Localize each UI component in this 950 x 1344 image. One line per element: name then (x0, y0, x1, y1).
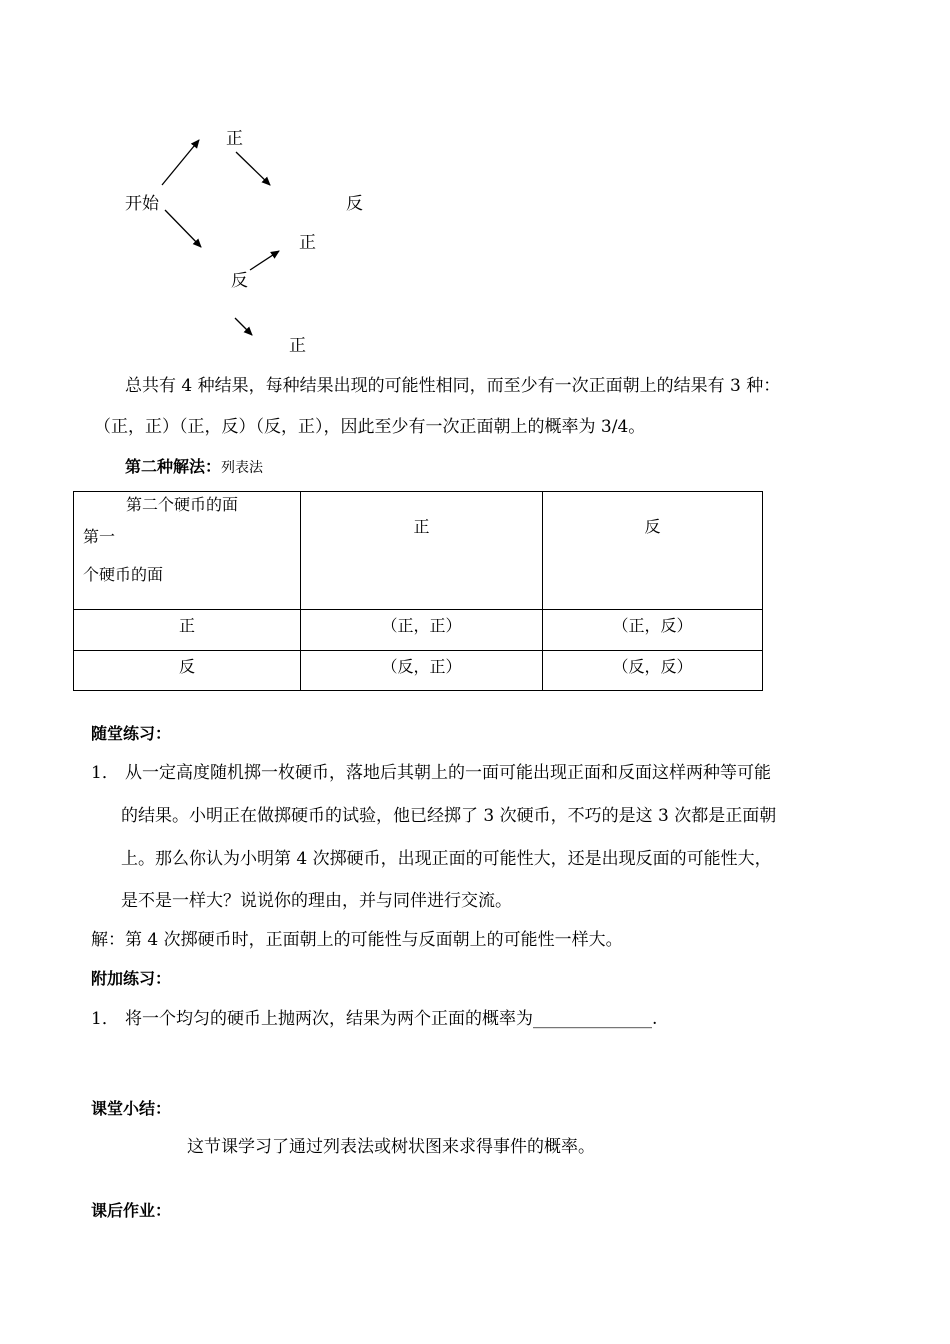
extra-question-number: 1． (91, 1009, 119, 1029)
practice-question-number: 1． (91, 763, 119, 783)
col-head-cell (543, 492, 763, 610)
table-row (74, 492, 763, 610)
tree-node-top-right: 反 (346, 194, 363, 214)
col-head-label: 正 (413, 517, 430, 536)
homework-heading: 课后作业： (91, 1201, 172, 1220)
tree-node-bottom-up: 正 (299, 233, 316, 253)
tree-node-top: 正 (226, 129, 243, 149)
arrow-bottom-to-up (250, 251, 279, 270)
arrow-start-to-bottom (165, 210, 201, 247)
row-head-cell (74, 610, 301, 651)
practice-question-line-4: 是不是一样大？说说你的理由，并与同伴进行交流。 (121, 891, 512, 911)
class-summary-heading: 课堂小结： (91, 1099, 172, 1118)
table-cell-value: （正，正） (381, 616, 462, 635)
table-row (74, 651, 763, 691)
row-head-label: 反 (178, 657, 195, 676)
practice-answer: 解：第 4 次掷硬币时，正面朝上的可能性与反面朝上的可能性一样大。 (91, 930, 623, 950)
corner-bottom-label: 个硬币的面 (83, 565, 164, 584)
corner-mid-label: 第一 (83, 527, 116, 546)
arrow-start-to-top (162, 140, 199, 185)
table-row (74, 610, 763, 651)
extra-heading: 附加练习： (91, 969, 172, 988)
row-head-label: 正 (178, 616, 195, 635)
table-cell (543, 610, 763, 651)
col-head-cell (301, 492, 543, 610)
practice-question-line-3: 上。那么你认为小明第 4 次掷硬币，出现正面的可能性大，还是出现反面的可能性大， (121, 849, 772, 869)
summary-line-2: （正，正）（正，反）（反，正），因此至少有一次正面朝上的概率为 3/4。 (94, 417, 646, 437)
arrow-top-to-right (236, 152, 270, 185)
table-cell (301, 610, 543, 651)
table-cell-value: （正，反） (612, 616, 693, 635)
row-head-cell (74, 651, 301, 691)
corner-top-label: 第二个硬币的面 (126, 495, 239, 514)
tree-node-bottom-down: 正 (289, 336, 306, 356)
practice-question-line-1: 从一定高度随机掷一枚硬币，落地后其朝上的一面可能出现正面和反面这样两种等可能 (125, 763, 771, 783)
tree-node-start: 开始 (125, 194, 159, 214)
method2-heading: 第二种解法： (125, 457, 222, 476)
table-cell-value: （反，正） (381, 657, 462, 676)
tree-node-bottom: 反 (231, 271, 248, 291)
table-corner-cell (74, 492, 301, 610)
col-head-label: 反 (644, 517, 661, 536)
extra-question: 将一个均匀的硬币上抛两次，结果为两个正面的概率为______________. (125, 1009, 658, 1029)
table-cell-value: （反，反） (612, 657, 693, 676)
table-cell (301, 651, 543, 691)
summary-line-1: 总共有 4 种结果，每种结果出现的可能性相同，而至少有一次正面朝上的结果有 3 种： (125, 376, 781, 396)
practice-question-line-2: 的结果。小明正在做掷硬币的试验，他已经掷了 3 次硬币，不巧的是这 3 次都是正面朝 (121, 806, 777, 826)
method2-title (125, 456, 263, 479)
outcome-table (73, 491, 763, 691)
arrow-bottom-to-down (235, 318, 252, 335)
method2-label: 列表法 (221, 460, 264, 476)
class-summary-text: 这节课学习了通过列表法或树状图来求得事件的概率。 (187, 1137, 595, 1157)
table-cell (543, 651, 763, 691)
practice-heading: 随堂练习： (91, 724, 172, 743)
